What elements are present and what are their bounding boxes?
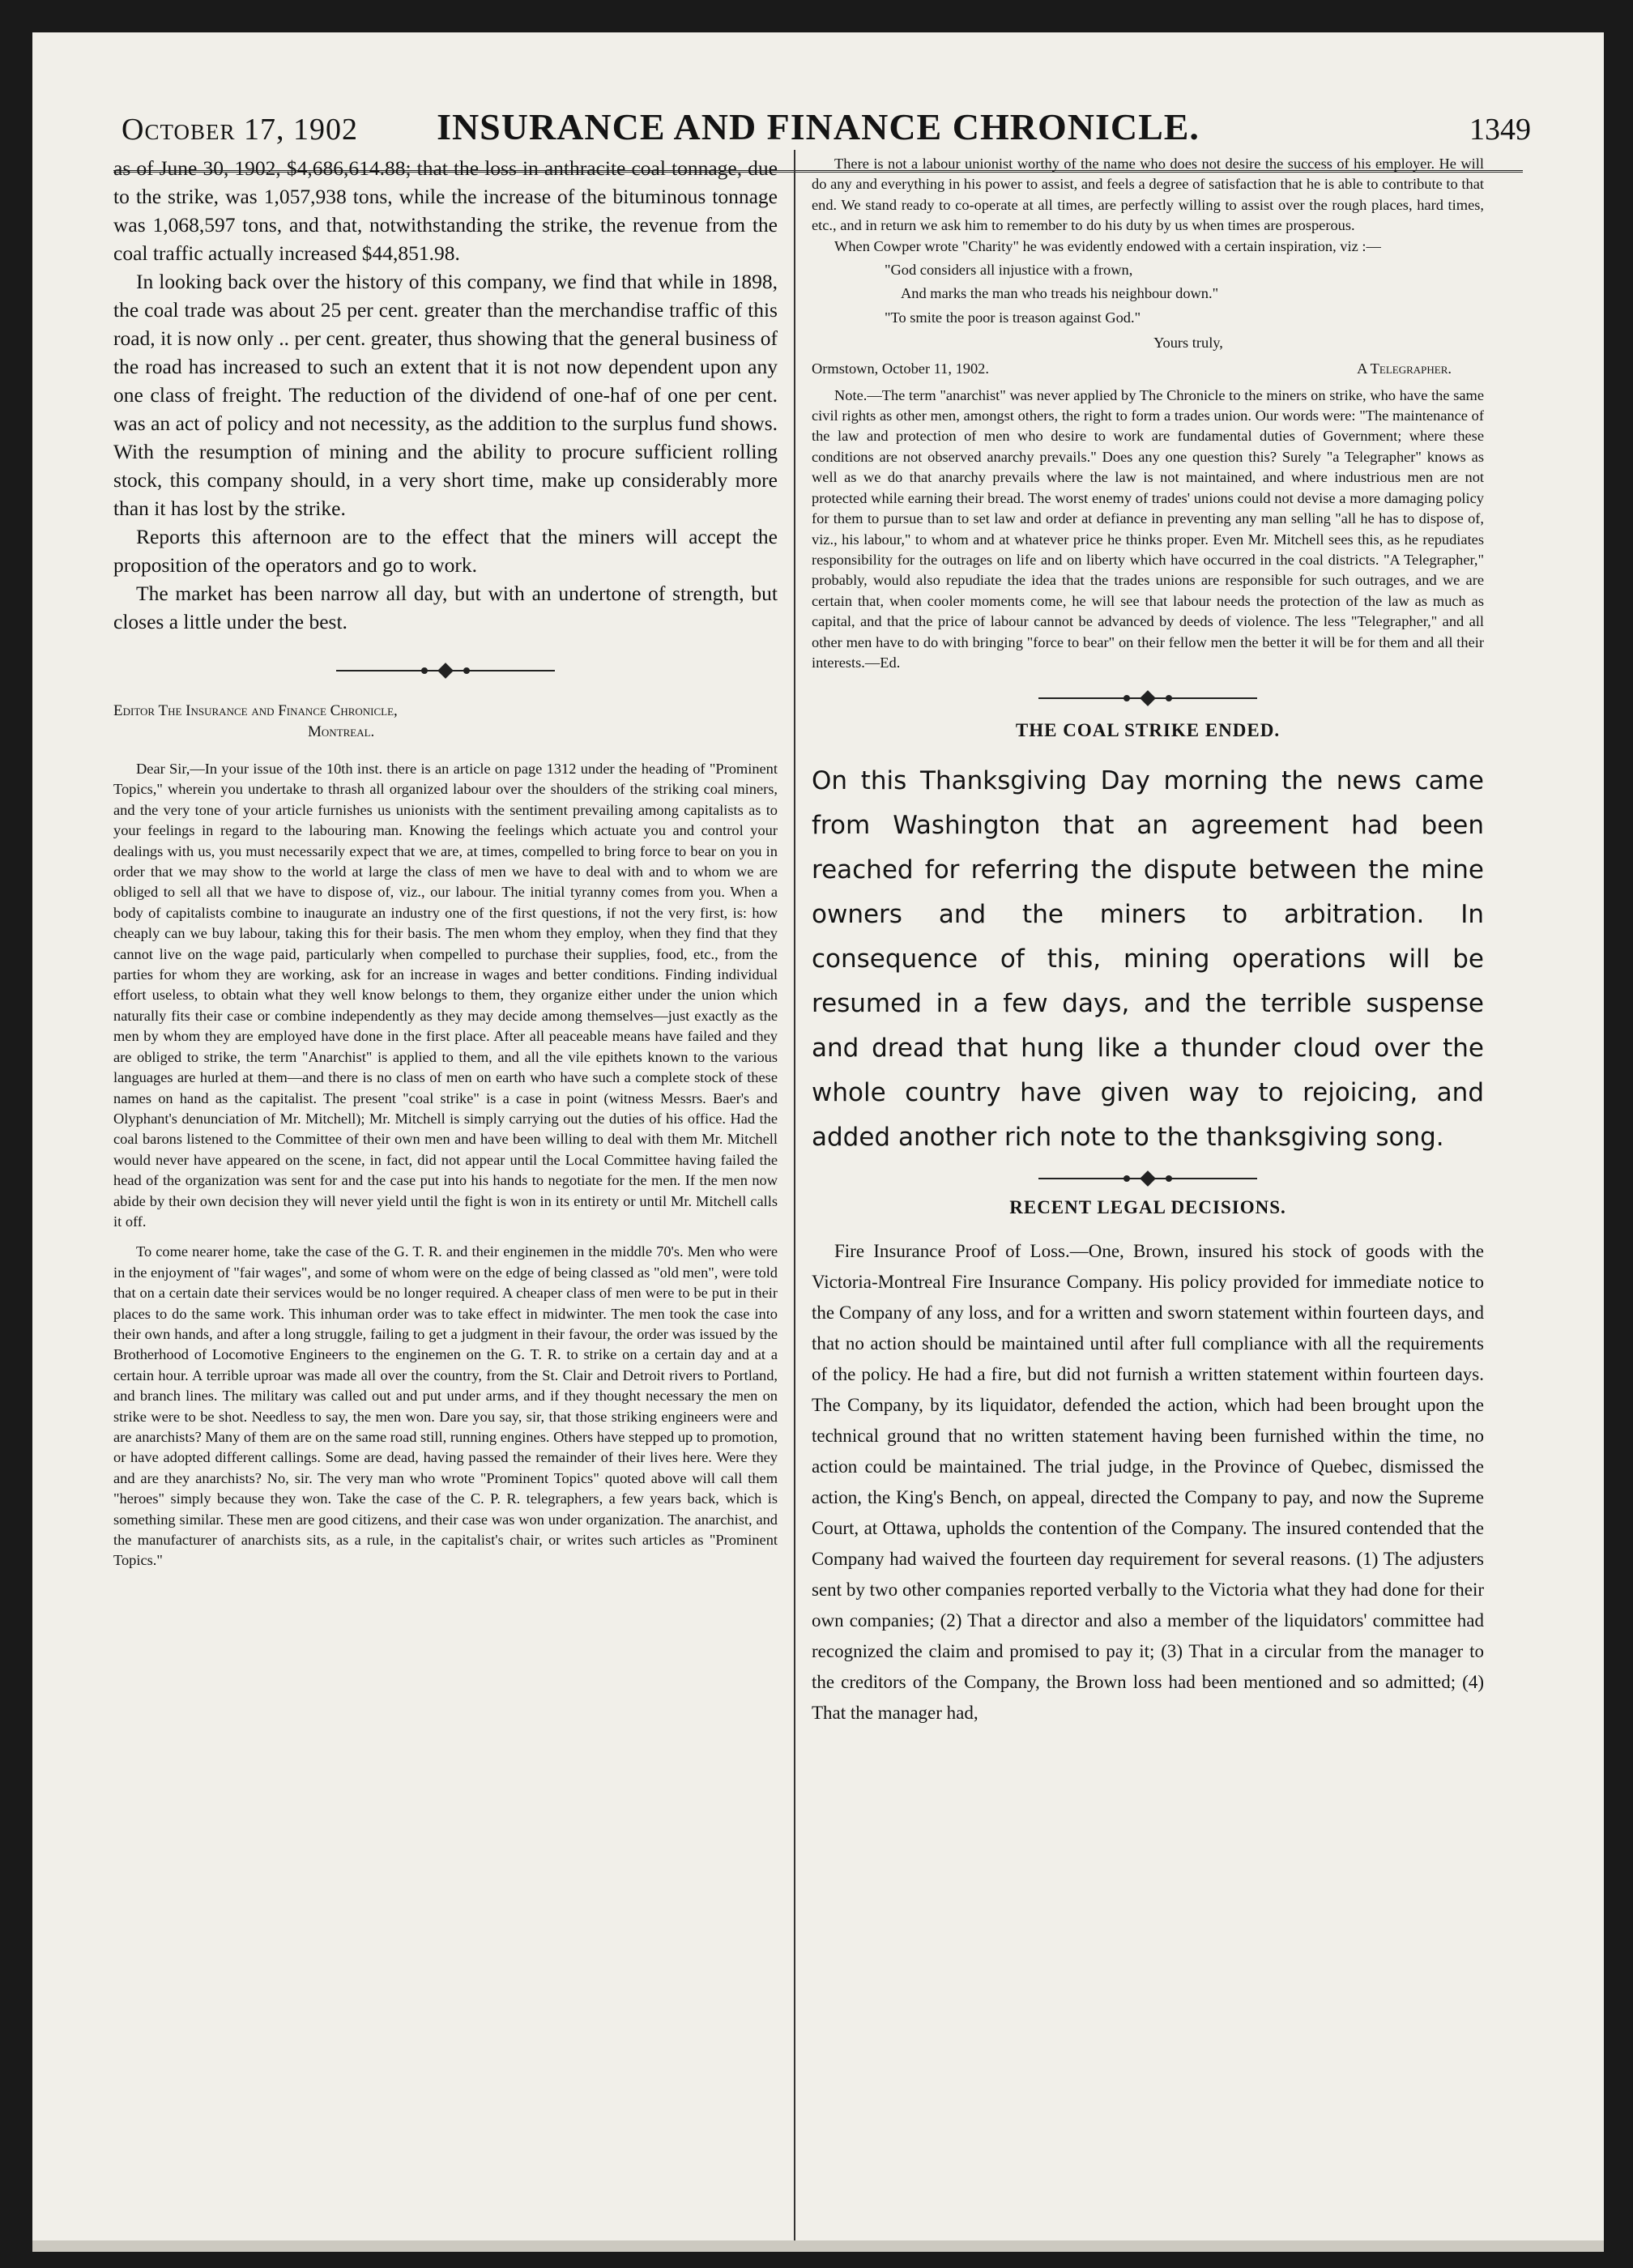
coal-strike-title: THE COAL STRIKE ENDED.: [1015, 720, 1281, 741]
section-ornament: [1038, 693, 1257, 704]
letter-paragraph-1: Dear Sir,—In your issue of the 10th inst. there is an article on page 1312 under the heading of "Prominent Topics," wherein you undertake to thrash all organized labour over the shoulders of the striking coal miners, and the very tone of your article furnishes us unionists with the sentiment prevailing among capitalists as to your feelings in regard to the labouring man. Knowing the feelings which actuate you and control your dealings with us, you must necessarily expect that we are, at times, compelled to bring force to bear on you in order that we may show to the world at large the class of men we have to deal with and to whom we are obliged to sell all that we have to dispose of, viz., our labour. The initial tyranny comes from you. When a body of capitalists combine to inaugurate an industry one of the first questions, if not the very first, is: how cheaply can we buy labour, taking this for their basis. The men whom they employ, when they find that they cannot live on the wage paid, particularly when compelled to purchase their supplies, food, etc., from the parties for whom they are working, ask for an increase in wages and better conditions. Finding individual effort useless, to obtain what they well know belongs to them, they organize either under the union which naturally fits their case or combine independently as they may decide among themselves—just exactly as the men by whom they are employed have done in the first place. After all peaceable means have failed and they are obliged to strike, the term "Anarchist" is applied to them, and all the vile epithets known to the various languages are hurled at them—and there is no class of men on earth who have such a complete stock of these names on hand as the capitalist. The present "coal strike" is a case in point (witness Messrs. Baer's and Olyphant's denunciation of Mr. Mitchell); Mr. Mitchell is simply carrying out the duties of his office. Had the coal barons listened to the Committee of their own men and have been willing to deal with them Mr. Mitchell would never have appeared on the scene, in fact, did not appear until the Local Committee having failed the head of the organization was sent for and the case put into his hands to negotiate for the men. If the men now abide by their own decision they will never yield until the fight is won in its entirety or until Mr. Mitchell calls it off.: [113, 761, 778, 1230]
right-column: [812, 154, 1484, 2244]
header-date: October 17, 1902: [122, 113, 358, 147]
poem-line-2: And marks the man who treads his neighbour down.": [901, 285, 1219, 302]
letter-closing: Yours truly,: [1153, 335, 1223, 352]
article-paragraph-3: Reports this afternoon are to the effect that the miners will accept the proposition of the operators and go to work.: [113, 525, 778, 577]
column-divider: [794, 150, 795, 2248]
editor-note: Note.—The term "anarchist" was never applied by The Chronicle to the miners on strike, who have the same civil rights as other men, amongst others, the right to form a trades union. Our words were: "The maintenance of the law and protection of men who desire to work are fundamental duties of Government; where these conditions are not observed anarchy prevails." Does any one question this? Surely "a Telegrapher" knows as well as we do that anarchy prevails where the law is not maintained, and where industrious men are not protected while earning their bread. The worst enemy of trades' unions could not devise a more damaging policy for them to pursue than to set law and order at defiance in preventing any man selling "all he has to dispose of, viz., his labour," to whom and at whatever price he thinks proper. Even Mr. Mitchell sees this, as he repudiates responsibility for the outrages on life and on liberty which have occurred in the coal districts. "A Telegrapher," probably, would also repudiate the idea that the trades unions are responsible for such outrages, and we are certain that, when cooler moments come, he will see that labour needs the protection of the law as much as capital, and that the price of labour cannot be advanced by deeds of violence. The less "Telegrapher," and all other men have to do with bringing "force to bear" on their fellow men the better it will be for them and all their interests.—Ed.: [812, 386, 1484, 671]
article-paragraph-2: In looking back over the history of this company, we find that while in 1898, the coal trade was about 25 per cent. greater than the merchandise traffic of this road, it is now only .. per cent. greater, thus showing that the general business of the road has increased to such an extent that it is not now dependent upon any one class of freight. The reduction of the dividend of one-haf of one per cent. was an act of policy and not necessity, as the addition to the surplus fund shows. With the resumption of mining and the ability to procure sufficient rolling stock, this company should, in a very short time, make up considerably more than it has lost by the strike.: [113, 270, 778, 520]
letter-place: Montreal.: [308, 723, 375, 740]
letter-heading: [113, 701, 778, 743]
letter-continuation-1: There is not a labour unionist worthy of the name who does not desire the success of his employer. He will do any and everything in his power to assist, and feels a degree of satisfaction that he is able to contribute to that end. We stand ready to co-operate at all times, are perfectly willing to assist over the rough places, hard times, etc., and in return we ask him to remember to do his duty by us when times are prosperous.: [812, 156, 1484, 234]
signature-place: Ormstown, October 11, 1902.: [812, 360, 989, 377]
poem-line-3: "To smite the poor is treason against God.": [885, 309, 1141, 326]
header-title: INSURANCE AND FINANCE CHRONICLE.: [437, 106, 1200, 147]
article-paragraph-1: as of June 30, 1902, $4,686,614.88; that the loss in anthracite coal tonnage, due to the strike, was 1,057,938 tons, while the increase of the bituminous tonnage was 1,068,597 tons, and that, notwithstanding the strike, the revenue from the coal traffic actually increased $44,851.98.: [113, 156, 778, 265]
page-header: [32, 65, 1604, 154]
letter-addressee: Editor The Insurance and Finance Chronicle,: [113, 702, 398, 719]
letter-continuation-2: When Cowper wrote "Charity" he was evidently endowed with a certain inspiration, viz :—: [834, 237, 1381, 254]
legal-decisions-text: Fire Insurance Proof of Loss.—One, Brown, insured his stock of goods with the Victoria-Montreal Fire Insurance Company. His policy provided for immediate notice to the Company of any loss, and for a written and sworn statement within fourteen days, and that no action should be maintained until after full compliance with all the requirements of the policy. He had a fire, but did not furnish a written statement within fourteen days. The Company, by its liquidator, defended the action, which had been brought upon the technical ground that no written statement having been furnished within the time, no action could be maintained. The trial judge, in the Province of Quebec, dismissed the action, the King's Bench, on appeal, directed the Company to pay, and now the Supreme Court, at Ottawa, upholds the contention of the Company. The insured contended that the Company had waived the fourteen day requirement for several reasons. (1) The adjusters sent by two other companies reported verbally to the Victoria what they had done for their own companies; (2) That a director and also a member of the liquidators' committee had recognized the claim and promised to pay it; (3) That in a circular from the manager to the creditors of the Company, the Brown loss had been mentioned and so admitted; (4) That the manager had,: [812, 1241, 1484, 1724]
section-ornament: [336, 665, 555, 676]
coal-strike-text: On this Thanksgiving Day morning the news came from Washington that an agreement had been reached for referring the dispute between the mine owners and the miners to arbitration. In consequence of this, mining operations will be resumed in a few days, and the terrible suspense and dread that hung like a thunder cloud over the whole country have given way to rejoicing, and added another rich note to the thanksgiving song.: [812, 766, 1484, 1153]
section-ornament: [1038, 1173, 1257, 1184]
letter-paragraph-2: To come nearer home, take the case of the G. T. R. and their enginemen in the middle 70's. Men who were in the enjoyment of "fair wages", and some of whom were on the edge of being classed as "old men", were told that on a certain date their services would be no longer required. A cheaper class of men were to be put in their places to do the same work. This inhuman order was to take effect in midwinter. The men took the case into their own hands, and after a long struggle, failing to get a judgment in their favour, the order was issued by the Brotherhood of Locomotive Engineers to the enginemen on the G. T. R. to strike on a certain day and at a certain hour. A terrible uproar was made all over the country, from the St. Clair and Detroit rivers to Portland, and branch lines. The military was called out and put under arms, and if they thought necessary the men on strike were to be shot. Needless to say, the men won. Dare you say, sir, that those striking engineers were and are anarchists? Many of them are on the same road still, running engines. Others have stepped up to promotion, or have adopted different callings. Some are dead, having passed the remainder of their lives here. Were they and are they anarchists? No, sir. The very man who wrote "Prominent Topics" quoted above will call them "heroes" simply because they won. Take the case of the C. P. R. telegraphers, a few years back, which is something similar. These men are good citizens, and their case was won under organization. The anarchist, and the manufacturer of anarchists sits, as a rule, in the capitalist's chair, or writes such articles as "Prominent Topics.": [113, 1243, 778, 1569]
signature-name: A Telegrapher.: [1357, 360, 1452, 377]
legal-decisions-title: RECENT LEGAL DECISIONS.: [1009, 1197, 1286, 1218]
left-column: [113, 154, 778, 2244]
header-page-number: 1349: [1469, 113, 1531, 147]
newspaper-page: [32, 32, 1604, 2252]
page-bottom-edge: [32, 2240, 1604, 2252]
article-paragraph-4: The market has been narrow all day, but with an undertone of strength, but closes a little under the best.: [113, 582, 778, 633]
signature-row: [812, 360, 1484, 377]
poem-line-1: "God considers all injustice with a frown,: [885, 262, 1133, 279]
